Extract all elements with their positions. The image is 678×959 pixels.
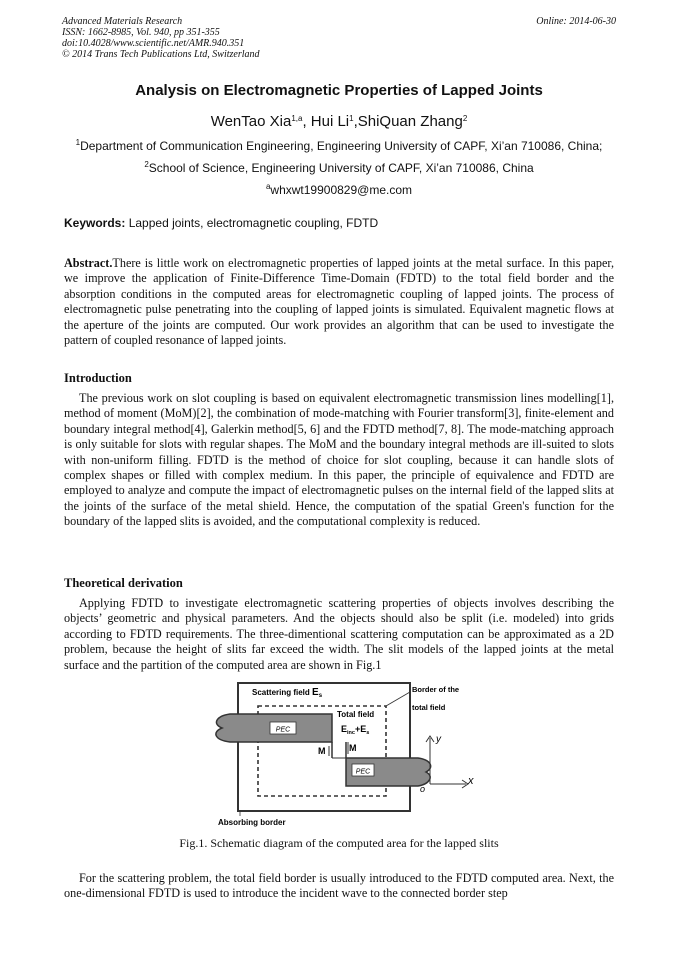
keywords-label: Keywords: xyxy=(64,216,126,230)
theory-text: Applying FDTD to investigate electromagnetic scattering properties of objects involves describing the objects’ geometric and physical parameters. And the objects should also be split (i.e. modeled) into grids according to FDTD requirements. The three-dimentional scattering computation can be approximated as a 2D problem, because the height of slits far exceed the width. The slit models of the lapped joints at the metal surface and the partition of the computed area are shown in Fig.1 xyxy=(64,596,614,672)
affiliation-text: Department of Communication Engineering, Engineering University of CAPF, Xi’an 710086, China; xyxy=(80,139,603,153)
issn-line: ISSN: 1662-8985, Vol. 940, pp 351-355 xyxy=(62,27,220,38)
journal-header xyxy=(62,16,260,60)
figure-caption: Fig.1. Schematic diagram of the computed area for the lapped slits xyxy=(179,836,499,850)
figure-1 xyxy=(200,680,500,830)
border-label-2: total field xyxy=(412,703,446,712)
field-sum-label: $E_{inc}+E_s$ xyxy=(341,724,370,736)
abstract-text: There is little work on electromagnetic properties of lapped joints at the metal surface. In this paper, we improve the application of Finite-Difference Time-Domain (FDTD) to the total field border and the absorption conditions in the computed areas for electromagnetic coupling of lapped joints. The process of electromagnetic pulse penetrating into the coupling of lapped joints is simulated. Equivalent magnetic flows at the aperture of the joints are computed. Our work provides an algorithm that can be used to investigate the pattern of coupled resonance of lapped joints. xyxy=(64,256,614,348)
introduction-text: The previous work on slot coupling is based on equivalent electromagnetic transmission lines modelling[1], method of moment (MoM)[2], the combination of mode-matching with Fourier transform[3], finite-element and boundary integral method[4], Galerkin method[5, 6] and the FDTD method[7, 8]. The mode-matching approach is only suitable for slots with regular shapes. The MoM and the boundary integral methods are ill-suited to slots with non-uniform filling. FDTD is the method of choice for slot coupling, because it can handle slots of complex shapes or filled with complex medium. In this paper, the principle of equivalence and FDTD are employed to analyze and compute the impact of electromagnetic pulses on the internal field of the lapped slits at the joints of the surface of the metal shield. Hence, the computation of the spatial Green's function for the boundary of the lapped slits is avoided, and the computational complexity is reduced. xyxy=(64,391,614,529)
affiliation-mark: 2 xyxy=(144,160,149,169)
doi-line: doi:10.4028/www.scientific.net/AMR.940.351 xyxy=(62,38,245,49)
scattering-field-label: Scattering field $E_s$ xyxy=(252,687,323,699)
journal-name: Advanced Materials Research xyxy=(62,16,183,27)
keywords-text: Lapped joints, electromagnetic coupling, FDTD xyxy=(125,216,379,230)
author-name: ,ShiQuan Zhang xyxy=(353,113,463,130)
magnetic-current-left: M xyxy=(318,746,326,756)
border-pointer xyxy=(386,692,410,706)
y-axis-label: y xyxy=(436,734,441,745)
total-field-label: Total field xyxy=(337,710,375,719)
theory-body xyxy=(64,596,614,673)
keywords xyxy=(64,216,378,230)
abstract-block xyxy=(64,256,614,348)
origin-label: o xyxy=(420,784,426,794)
closing-text: For the scattering problem, the total field border is usually introduced to the FDTD computed area. Next, the one-dimensional FDTD is used to introduce the incident wave to the connected border step xyxy=(64,871,614,901)
affiliation-2 xyxy=(0,161,678,175)
affiliation-mark: 1 xyxy=(75,138,81,147)
section-heading-theory: Theoretical derivation xyxy=(64,576,183,590)
affiliation-1 xyxy=(0,139,678,153)
online-date: Online: 2014-06-30 xyxy=(536,16,616,27)
pec-label-left: PEC xyxy=(275,726,291,734)
section-heading-introduction: Introduction xyxy=(64,371,132,385)
absorbing-border-label: Absorbing border xyxy=(218,818,286,827)
author-name: WenTao Xia xyxy=(210,113,292,130)
author-email xyxy=(0,183,678,197)
x-axis-label: x xyxy=(468,775,474,787)
author-affiliation-mark: 1,a xyxy=(291,114,303,123)
email-mark: a xyxy=(265,182,271,191)
author-line xyxy=(0,113,678,130)
border-label-1: Border of the xyxy=(412,685,460,694)
affiliation-text: School of Science, Engineering University of CAPF, Xi’an 710086, China xyxy=(148,161,534,175)
email-text: whxwt19900829@me.com xyxy=(270,183,413,197)
pec-label-right: PEC xyxy=(355,768,371,776)
closing-body xyxy=(64,871,614,902)
author-affiliation-mark: 2 xyxy=(462,114,468,123)
magnetic-current-right: M xyxy=(349,743,357,753)
introduction-body xyxy=(64,391,614,530)
author-name: , Hui Li xyxy=(302,113,350,130)
abstract-label: Abstract. xyxy=(64,256,113,270)
author-affiliation-mark: 1 xyxy=(349,114,354,123)
copyright-line: © 2014 Trans Tech Publications Ltd, Switzerland xyxy=(62,49,260,60)
paper-title: Analysis on Electromagnetic Properties of Lapped Joints xyxy=(135,82,543,99)
